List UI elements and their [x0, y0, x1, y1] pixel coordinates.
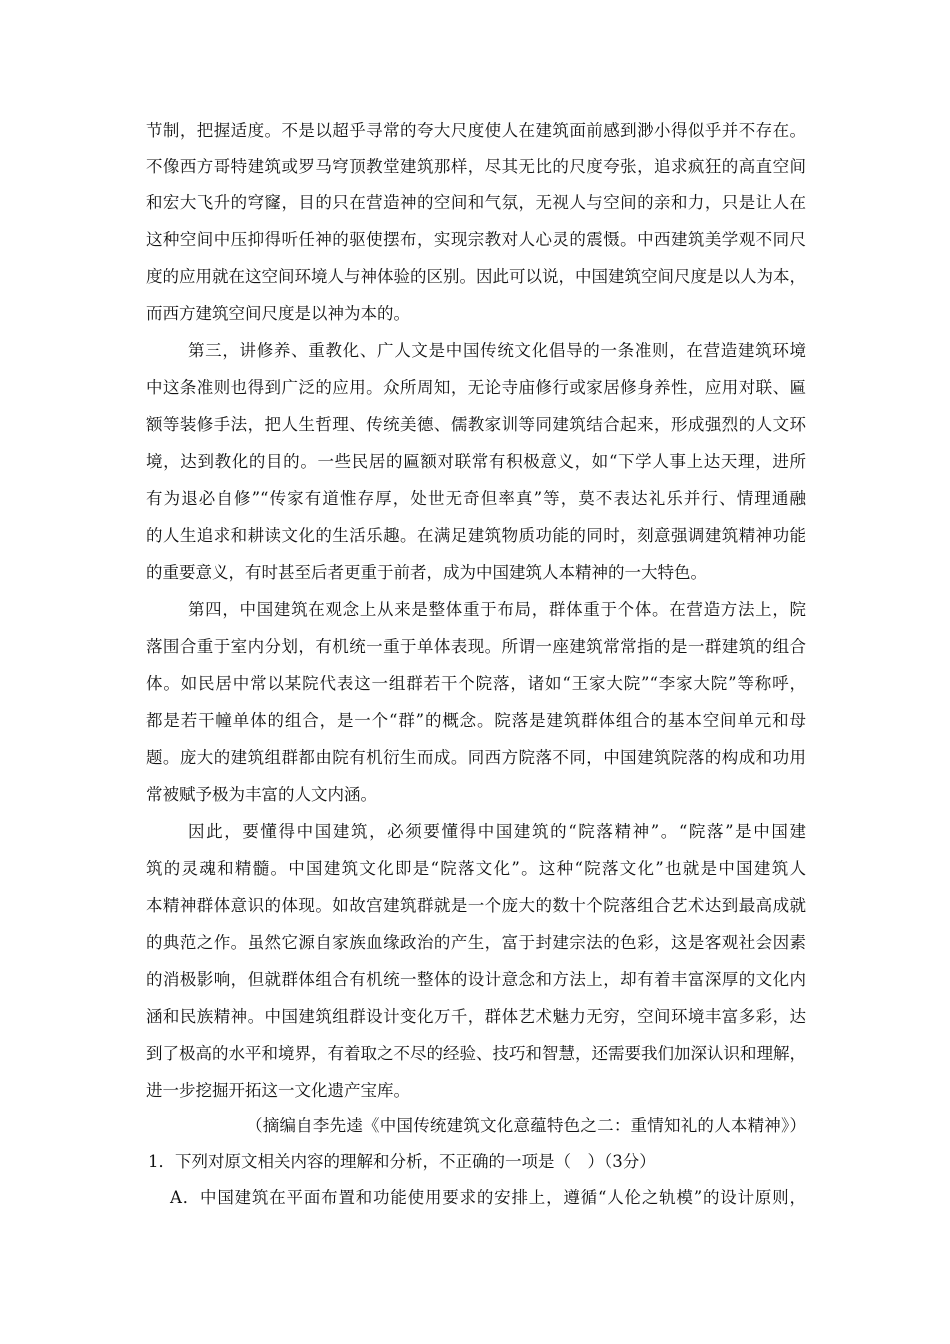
- paragraph-2-line-6: 的人生追求和耕读文化的生活乐趣。在满足建筑物质功能的同时，刻意强调建筑精神功能: [146, 526, 806, 545]
- paragraph-4-line-7: 到了极高的水平和境界，有着取之不尽的经验、技巧和智慧，还需要我们加深认识和理解，: [146, 1044, 806, 1063]
- paragraph-2-line-3: 额等装修手法，把人生哲理、传统美德、儒教家训等同建筑结合起来，形成强烈的人文环: [146, 415, 806, 434]
- paragraph-2-line-5: 有为退必自修”“传家有道惟存厚，处世无奇但率真”等，莫不表达礼乐并行、情理通融: [146, 489, 806, 508]
- paragraph-4-line-1: 因此，要懂得中国建筑，必须要懂得中国建筑的“院落精神”。“院落”是中国建: [188, 822, 806, 841]
- paragraph-2-line-1: 第三，讲修养、重教化、广人文是中国传统文化倡导的一条准则，在营造建筑环境: [188, 341, 806, 360]
- paragraph-1-line-4: 这种空间中压抑得听任神的驱使摆布，实现宗教对人心灵的震慑。中西建筑美学观不同尺: [146, 230, 806, 249]
- paragraph-3-line-6: 常被赋予极为丰富的人文内涵。: [146, 785, 377, 804]
- paragraph-4-line-4: 的典范之作。虽然它源自家族血缘政治的产生，富于封建宗法的色彩，这是客观社会因素: [146, 933, 806, 952]
- paragraph-4-line-6: 涵和民族精神。中国建筑组群设计变化万千，群体艺术魅力无穷，空间环境丰富多彩，达: [146, 1007, 806, 1026]
- source-citation: （摘编自李先逵《中国传统建筑文化意蕴特色之二：重情知礼的人本精神》）: [246, 1116, 806, 1135]
- paragraph-3-line-3: 体。如民居中常以某院代表这一组群若干个院落，诸如“王家大院”“李家大院”等称呼，: [146, 674, 806, 693]
- paragraph-1-line-5: 度的应用就在这空间环境人与神体验的区别。因此可以说，中国建筑空间尺度是以人为本，: [146, 267, 806, 286]
- paragraph-2-line-2: 中这条准则也得到广泛的应用。众所周知，无论寺庙修行或家居修身养性，应用对联、匾: [146, 378, 806, 397]
- paragraph-3-line-2: 落围合重于室内分划，有机统一重于单体表现。所谓一座建筑常常指的是一群建筑的组合: [146, 637, 806, 656]
- paragraph-4-line-2: 筑的灵魂和精髓。中国建筑文化即是“院落文化”。这种“院落文化”也就是中国建筑人: [146, 859, 806, 878]
- paragraph-3-line-5: 题。庞大的建筑组群都由院有机衍生而成。同西方院落不同，中国建筑院落的构成和功用: [146, 748, 806, 767]
- paragraph-1-line-1: 节制，把握适度。不是以超乎寻常的夸大尺度使人在建筑面前感到渺小得似乎并不存在。: [146, 121, 806, 140]
- paragraph-2-line-4: 境，达到教化的目的。一些民居的匾额对联常有积极意义，如“下学人事上达天理，进所: [146, 452, 806, 471]
- paragraph-3-line-4: 都是若干幢单体的组合，是一个“群”的概念。院落是建筑群体组合的基本空间单元和母: [146, 711, 806, 730]
- question-1-stem: 1．下列对原文相关内容的理解和分析，不正确的一项是（ ）（3分）: [148, 1152, 656, 1171]
- paragraph-1-line-2: 不像西方哥特建筑或罗马穹顶教堂建筑那样，尽其无比的尺度夸张，追求疯狂的高直空间: [146, 157, 806, 176]
- paragraph-4-line-8: 进一步挖掘开拓这一文化遗产宝库。: [146, 1081, 410, 1100]
- paragraph-4-line-5: 的消极影响，但就群体组合有机统一整体的设计意念和方法上，却有着丰富深厚的文化内: [146, 970, 806, 989]
- paragraph-2-line-7: 的重要意义，有时甚至后者更重于前者，成为中国建筑人本精神的一大特色。: [146, 563, 707, 582]
- paragraph-4-line-3: 本精神群体意识的体现。如故宫建筑群就是一个庞大的数十个院落组合艺术达到最高成就: [146, 896, 806, 915]
- paragraph-1-line-3: 和宏大飞升的穹窿，目的只在营造神的空间和气氛，无视人与空间的亲和力，只是让人在: [146, 193, 806, 212]
- paragraph-1-line-6: 而西方建筑空间尺度是以神为本的。: [146, 304, 410, 323]
- paragraph-3-line-1: 第四，中国建筑在观念上从来是整体重于布局，群体重于个体。在营造方法上，院: [188, 600, 806, 619]
- question-1-option-a: A．中国建筑在平面布置和功能使用要求的安排上，遵循“人伦之轨模”的设计原则，: [170, 1188, 806, 1207]
